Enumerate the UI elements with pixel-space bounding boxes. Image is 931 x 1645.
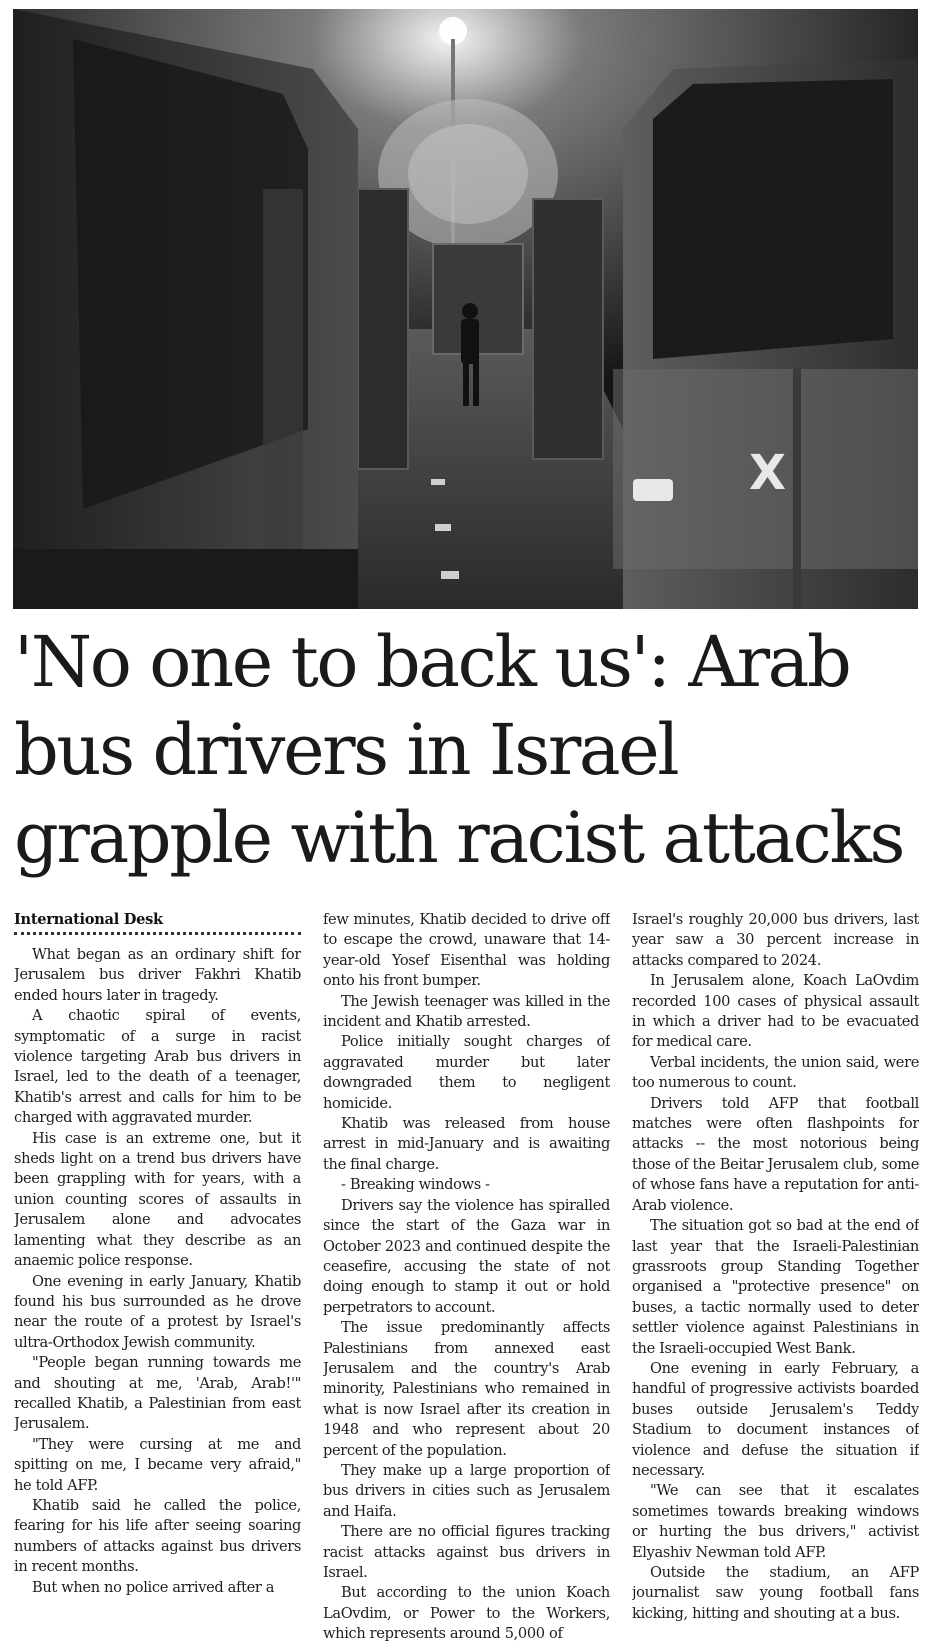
paragraph: "They were cursing at me and spitting on me, I became very afraid," he told AFP. bbox=[14, 1435, 301, 1494]
paragraph: A chaotic spiral of events, symptomatic of a surge in racist violence targeting Arab bus drivers in Israel, led to the death of a teenager, Khatib's arrest and calls for him to be charged with aggravated murder. bbox=[14, 1007, 301, 1127]
paragraph: "We can see that it escalates sometimes towards breaking windows or hurting the bus drivers," activist Elyashiv Newman told AFP. bbox=[632, 1482, 919, 1561]
paragraph: few minutes, Khatib decided to drive off to escape the crowd, unaware that 14-year-old Yosef Eisenthal was holding onto his front bumper. bbox=[323, 911, 610, 990]
paragraph: Drivers told AFP that football matches were often flashpoints for attacks -- the most notorious being those of the Beitar Jerusalem club, some of whose fans have a reputation for anti-Arab violence. bbox=[632, 1094, 919, 1214]
paragraph: In Jerusalem alone, Koach LaOvdim recorded 100 cases of physical assault in which a driver had to be evacuated for medical care. bbox=[632, 972, 919, 1051]
paragraph: "People began running towards me and shouting at me, 'Arab, Arab!'" recalled Khatib, a Palestinian from east Jerusalem. bbox=[14, 1354, 301, 1433]
paragraph: Khatib was released from house arrest in mid-January and is awaiting the final charge. bbox=[323, 1115, 610, 1173]
paragraph: His case is an extreme one, but it sheds light on a trend bus drivers have been grappling with for years, with a union counting scores of assaults in Jerusalem alone and advocates lamenting what they describe as an anaemic police response. bbox=[14, 1129, 301, 1270]
article-column-1 bbox=[14, 910, 301, 1645]
paragraph: One evening in early January, Khatib found his bus surrounded as he drove near the route of a protest by Israel's ultra-Orthodox Jewish community. bbox=[14, 1272, 301, 1351]
paragraph: Outside the stadium, an AFP journalist saw young football fans kicking, hitting and shouting at a bus. bbox=[632, 1564, 919, 1622]
bus-logo: X bbox=[749, 445, 787, 501]
article-column-2 bbox=[323, 910, 610, 1645]
byline-divider bbox=[14, 932, 301, 935]
article-photo bbox=[13, 9, 918, 609]
paragraph: They make up a large proportion of bus drivers in cities such as Jerusalem and Haifa. bbox=[323, 1461, 610, 1520]
paragraph: Khatib said he called the police, fearing for his life after seeing soaring numbers of attacks against bus drivers in recent months. bbox=[14, 1496, 301, 1576]
paragraph: There are no official figures tracking racist attacks against bus drivers in Israel. bbox=[323, 1523, 610, 1581]
paragraph: What began as an ordinary shift for Jerusalem bus driver Fakhri Khatib ended hours later in tragedy. bbox=[14, 946, 301, 1004]
article-body bbox=[14, 910, 919, 1645]
paragraph: Israel's roughly 20,000 bus drivers, last year saw a 30 percent increase in attacks compared to 2024. bbox=[632, 911, 919, 969]
paragraph: The issue predominantly affects Palestinians from annexed east Jerusalem and the country's Arab minority, Palestinians who remained in what is now Israel after its creation in 1948 and who represent about 20 percent of the population. bbox=[323, 1319, 610, 1459]
paragraph: Drivers say the violence has spiralled since the start of the Gaza war in October 2023 and continued despite the ceasefire, accusing the state of not doing enough to stamp it out or hold perpetrators to account. bbox=[323, 1196, 610, 1316]
paragraph: One evening in early February, a handful of progressive activists boarded buses outside Jerusalem's Teddy Stadium to document instances of violence and defuse the situation if necessary. bbox=[632, 1359, 919, 1479]
paragraph: But according to the union Koach LaOvdim, or Power to the Workers, which represents around 5,000 of bbox=[323, 1584, 610, 1643]
paragraph: The situation got so bad at the end of last year that the Israeli-Palestinian grassroots group Standing Together organised a "protective presence" on buses, a tactic normally used to deter settler violence against Palestinians in the Israeli-occupied West Bank. bbox=[632, 1217, 919, 1357]
article-column-3 bbox=[632, 910, 919, 1645]
paragraph: Police initially sought charges of aggravated murder but later downgraded them to negligent homicide. bbox=[323, 1033, 610, 1112]
subheading: - Breaking windows - bbox=[341, 1176, 490, 1194]
paragraph: But when no police arrived after a bbox=[32, 1578, 275, 1596]
byline: International Desk bbox=[14, 911, 163, 928]
paragraph: The Jewish teenager was killed in the incident and Khatib arrested. bbox=[323, 992, 610, 1031]
headline: 'No one to back us': Arab bus drivers in Israel grapple with racist attacks bbox=[14, 621, 904, 879]
bus-depot-photo bbox=[13, 9, 918, 609]
paragraph: Verbal incidents, the union said, were too numerous to count. bbox=[632, 1053, 919, 1092]
